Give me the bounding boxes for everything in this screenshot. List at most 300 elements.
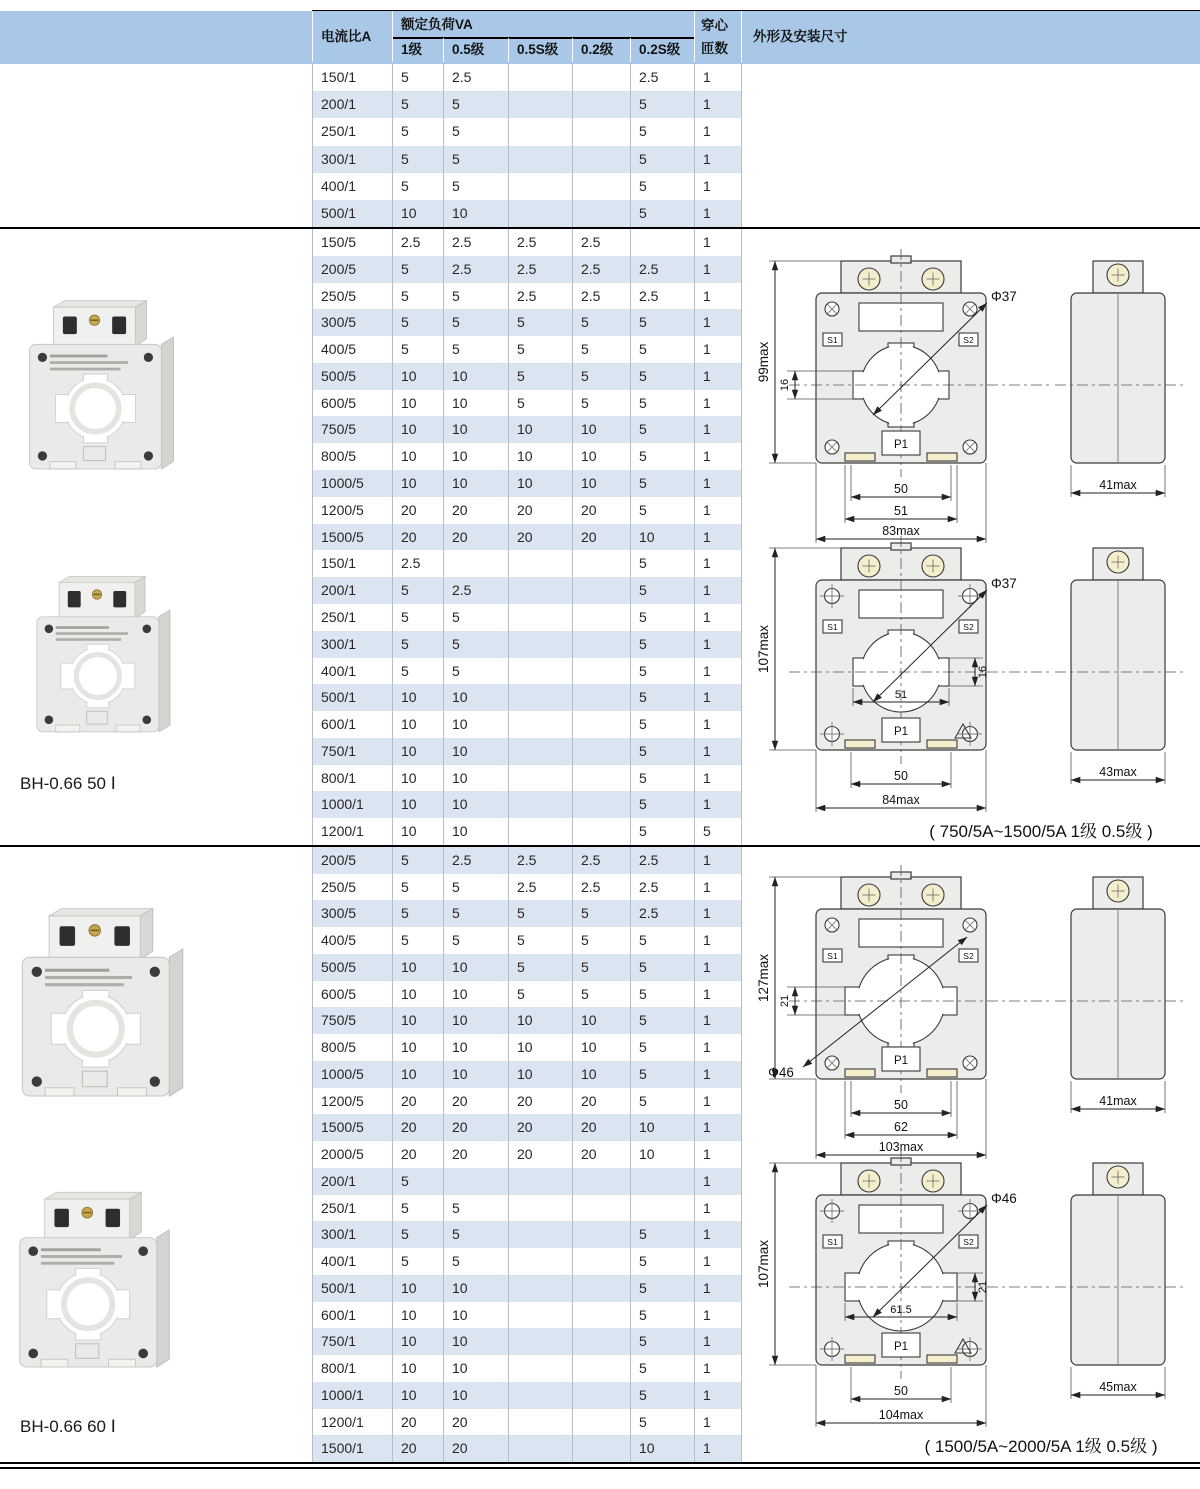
cell-ratio: 250/5 xyxy=(321,287,357,304)
cell-class05s: 2.5 xyxy=(517,234,537,250)
cell-class02 xyxy=(572,658,630,685)
dim-label: 51 xyxy=(894,504,908,518)
cell-class05s xyxy=(508,1275,572,1302)
cell-ratio: 500/1 xyxy=(321,1279,357,1296)
cell-turns: 1 xyxy=(703,635,711,652)
cell-turns: 1 xyxy=(703,1172,711,1189)
cell-class02 xyxy=(572,91,630,118)
cell-turns: 1 xyxy=(703,716,711,733)
cell-class02s: 5 xyxy=(639,1092,647,1109)
cell-class02s: 5 xyxy=(639,341,647,358)
table-gridline xyxy=(508,847,509,1462)
table-row xyxy=(312,847,741,874)
cell-class05: 20 xyxy=(452,1146,468,1163)
dimension-drawing xyxy=(741,861,1200,1161)
table-row xyxy=(312,711,741,738)
dim-label: S2 xyxy=(963,334,974,345)
cell-class05s xyxy=(508,1195,572,1222)
table-gridline xyxy=(572,847,573,1462)
cell-class1: 2.5 xyxy=(401,234,421,250)
cell-class02 xyxy=(572,173,630,200)
cell-class05: 20 xyxy=(452,528,468,545)
cell-class05: 5 xyxy=(452,905,460,922)
table-row xyxy=(312,1221,741,1248)
cell-class05s: 5 xyxy=(517,341,525,358)
cell-class02: 5 xyxy=(581,985,589,1002)
cell-ratio: 400/5 xyxy=(321,341,357,358)
table-row xyxy=(312,1302,741,1329)
cell-class02 xyxy=(572,64,630,91)
cell-class05s: 20 xyxy=(517,528,533,545)
cell-class02 xyxy=(572,577,630,604)
cell-class05: 20 xyxy=(452,1119,468,1136)
dim-label: 41max xyxy=(1099,1094,1137,1108)
cell-class05: 10 xyxy=(452,823,468,840)
dim-label: 62 xyxy=(894,1120,908,1134)
turns-line-2: 匝数 xyxy=(701,41,728,56)
table-row xyxy=(312,1141,741,1168)
column-header-current-ratio: 电流比A xyxy=(321,29,372,44)
cell-ratio: 750/1 xyxy=(321,742,357,759)
cell-turns: 1 xyxy=(703,985,711,1002)
table-row xyxy=(312,309,741,336)
cell-class02s: 10 xyxy=(639,1440,655,1457)
cell-class02: 20 xyxy=(581,1119,597,1136)
cell-class05s xyxy=(508,1435,572,1462)
table-row xyxy=(312,1007,741,1034)
cell-class02s: 10 xyxy=(639,1119,655,1136)
cell-class02 xyxy=(572,1248,630,1275)
cell-class1: 2.5 xyxy=(401,555,421,572)
cell-class05s: 5 xyxy=(517,985,525,1002)
table-gridline xyxy=(392,229,393,845)
cell-class02: 20 xyxy=(581,1092,597,1109)
table-row xyxy=(312,1195,741,1222)
table-row xyxy=(312,118,741,145)
cell-ratio: 1200/5 xyxy=(321,501,364,518)
dim-label: 99max xyxy=(756,341,771,383)
cell-ratio: 750/5 xyxy=(321,421,357,438)
cell-class02: 10 xyxy=(581,475,597,492)
cell-class1: 5 xyxy=(401,287,409,304)
cell-ratio: 1500/5 xyxy=(321,1119,364,1136)
table-gridline xyxy=(312,847,313,1462)
cell-class05s xyxy=(508,1355,572,1382)
cell-class05s xyxy=(508,1221,572,1248)
table-section-1 xyxy=(0,64,1200,227)
cell-class05: 10 xyxy=(452,1279,468,1296)
dim-label: Φ46 xyxy=(768,1065,794,1080)
cell-class1: 20 xyxy=(401,501,417,518)
dim-label: ( 750/5A~1500/5A 1级 0.5级 ) xyxy=(929,822,1153,841)
cell-class05s: 5 xyxy=(517,314,525,331)
cell-class05s xyxy=(508,765,572,792)
cell-class05s xyxy=(508,1302,572,1329)
table-bottom-border xyxy=(0,1462,1200,1469)
cell-class05s: 10 xyxy=(517,1065,533,1082)
dim-label: 41max xyxy=(1099,478,1137,492)
cell-class1: 5 xyxy=(401,1199,409,1216)
cell-class02s: 5 xyxy=(639,823,647,840)
cell-class02 xyxy=(572,1435,630,1462)
table-row xyxy=(312,1248,741,1275)
dim-label: 83max xyxy=(882,524,920,538)
cell-class1: 5 xyxy=(401,932,409,949)
cell-class1: 20 xyxy=(401,1413,417,1430)
cell-class02 xyxy=(572,1409,630,1436)
cell-class1: 5 xyxy=(401,635,409,652)
cell-class02s: 5 xyxy=(639,1065,647,1082)
dim-label: S2 xyxy=(963,950,974,961)
table-row xyxy=(312,363,741,390)
cell-class05s xyxy=(508,64,572,91)
table-row xyxy=(312,1114,741,1141)
cell-class05: 20 xyxy=(452,501,468,518)
table-row xyxy=(312,1275,741,1302)
cell-ratio: 300/5 xyxy=(321,314,357,331)
dim-label: 21 xyxy=(977,1280,989,1294)
cell-class1: 10 xyxy=(401,1039,417,1056)
cell-class02s: 2.5 xyxy=(639,69,659,85)
cell-class05: 20 xyxy=(452,1092,468,1109)
cell-class02 xyxy=(572,146,630,173)
product-photo xyxy=(22,295,180,483)
cell-class05s: 20 xyxy=(517,1146,533,1163)
cell-ratio: 2000/5 xyxy=(321,1146,364,1163)
side-view xyxy=(1055,1163,1187,1399)
cell-ratio: 400/1 xyxy=(321,662,357,679)
table-gridline xyxy=(572,64,573,227)
table-row xyxy=(312,443,741,470)
cell-class02s: 5 xyxy=(639,1279,647,1296)
cell-ratio: 200/5 xyxy=(321,852,357,868)
cell-class1: 20 xyxy=(401,528,417,545)
cell-class02: 10 xyxy=(581,1039,597,1056)
cell-class1: 10 xyxy=(401,394,417,411)
cell-class05: 5 xyxy=(452,662,460,679)
turns-line-1: 穿心 xyxy=(701,18,728,33)
dim-label: S1 xyxy=(827,621,838,632)
cell-class1: 20 xyxy=(401,1440,417,1457)
cell-class02: 5 xyxy=(581,932,589,949)
cell-class05 xyxy=(443,550,508,577)
cell-class1: 10 xyxy=(401,448,417,465)
cell-class02s: 5 xyxy=(639,501,647,518)
cell-turns: 1 xyxy=(703,582,711,599)
front-view xyxy=(789,865,1053,1093)
cell-turns: 1 xyxy=(703,448,711,465)
cell-class02s: 5 xyxy=(639,177,647,194)
cell-class02 xyxy=(572,791,630,818)
cell-class1: 10 xyxy=(401,689,417,706)
table-gridline xyxy=(572,229,573,845)
cell-class02: 10 xyxy=(581,421,597,438)
table-row xyxy=(312,200,741,227)
cell-class05: 20 xyxy=(452,1440,468,1457)
product-photo xyxy=(30,559,176,757)
side-view xyxy=(1055,261,1187,497)
cell-class02s: 5 xyxy=(639,958,647,975)
cell-class1: 10 xyxy=(401,367,417,384)
cell-class02s: 5 xyxy=(639,150,647,167)
cell-class02: 2.5 xyxy=(581,852,601,868)
cell-class1: 10 xyxy=(401,796,417,813)
table-gridline xyxy=(443,64,444,227)
cell-turns: 1 xyxy=(703,932,711,949)
cell-turns: 1 xyxy=(703,367,711,384)
cell-class1: 10 xyxy=(401,742,417,759)
cell-class02s: 5 xyxy=(639,1360,647,1377)
cell-class05: 10 xyxy=(452,769,468,786)
cell-class05: 10 xyxy=(452,1065,468,1082)
dimension-drawing xyxy=(741,1147,1200,1459)
table-row xyxy=(312,1355,741,1382)
cell-ratio: 500/5 xyxy=(321,958,357,975)
cell-class05: 5 xyxy=(452,1253,460,1270)
cell-class02s: 2.5 xyxy=(639,260,659,277)
table-gridline xyxy=(443,847,444,1462)
cell-class05: 10 xyxy=(452,1386,468,1403)
cell-ratio: 1000/1 xyxy=(321,1386,364,1403)
cell-class02s xyxy=(630,1168,694,1195)
cell-class02s: 5 xyxy=(639,1413,647,1430)
cell-class1: 10 xyxy=(401,421,417,438)
table-gridline xyxy=(741,64,742,227)
cell-class02s: 5 xyxy=(639,985,647,1002)
table-gridline xyxy=(508,229,509,845)
table-row xyxy=(312,256,741,283)
cell-class02s: 5 xyxy=(639,1306,647,1323)
cell-class05s xyxy=(508,1168,572,1195)
cell-class05s: 5 xyxy=(517,905,525,922)
cell-class05: 10 xyxy=(452,394,468,411)
cell-class1: 5 xyxy=(401,1172,409,1189)
cell-ratio: 150/1 xyxy=(321,69,357,85)
cell-class02s: 5 xyxy=(639,635,647,652)
table-section-3 xyxy=(0,847,1200,1462)
cell-class02s: 5 xyxy=(639,421,647,438)
cell-class05: 5 xyxy=(452,608,460,625)
dim-label: P1 xyxy=(893,439,909,451)
dim-label: P1 xyxy=(893,726,909,738)
table-gridline xyxy=(392,64,393,227)
cell-class05s xyxy=(508,118,572,145)
cell-ratio: 500/1 xyxy=(321,689,357,706)
cell-class1: 10 xyxy=(401,1386,417,1403)
table-row xyxy=(312,738,741,765)
dim-label: P1 xyxy=(893,1055,909,1067)
cell-class02: 10 xyxy=(581,1012,597,1029)
dim-label: 61.5 xyxy=(890,1304,912,1316)
dim-label: S1 xyxy=(827,334,838,345)
cell-ratio: 200/1 xyxy=(321,1172,357,1189)
cell-ratio: 300/5 xyxy=(321,905,357,922)
cell-class05: 5 xyxy=(452,314,460,331)
dim-label: 107max xyxy=(756,1239,771,1289)
cell-turns: 1 xyxy=(703,958,711,975)
cell-class02: 20 xyxy=(581,501,597,518)
cell-ratio: 600/5 xyxy=(321,394,357,411)
cell-class02: 20 xyxy=(581,1146,597,1163)
table-row xyxy=(312,900,741,927)
cell-class05s xyxy=(508,1248,572,1275)
table-row xyxy=(312,954,741,981)
cell-class1: 5 xyxy=(401,260,409,277)
product-photo xyxy=(12,1183,176,1385)
section-3-rows xyxy=(312,847,741,1462)
cell-class1: 10 xyxy=(401,204,417,221)
table-row xyxy=(312,64,741,91)
column-header-class-05: 0.5级 xyxy=(452,42,485,57)
cell-turns: 1 xyxy=(703,1386,711,1403)
cell-class05s xyxy=(508,146,572,173)
cell-class05s: 20 xyxy=(517,501,533,518)
cell-class02: 5 xyxy=(581,314,589,331)
side-view xyxy=(1055,548,1187,784)
cell-class05s xyxy=(508,631,572,658)
cell-class1: 5 xyxy=(401,1253,409,1270)
cell-class05s xyxy=(508,738,572,765)
table-row xyxy=(312,1328,741,1355)
cell-class05: 5 xyxy=(452,1226,460,1243)
dim-label: 50 xyxy=(894,1384,908,1398)
cell-class05: 10 xyxy=(452,742,468,759)
table-section-2 xyxy=(0,229,1200,845)
cell-turns: 1 xyxy=(703,394,711,411)
cell-class02s: 2.5 xyxy=(639,287,659,304)
cell-ratio: 400/1 xyxy=(321,177,357,194)
cell-class02s: 5 xyxy=(639,932,647,949)
dimension-drawing xyxy=(741,532,1200,844)
cell-class02: 5 xyxy=(581,367,589,384)
table-row xyxy=(312,550,741,577)
dim-label: Φ46 xyxy=(991,1191,1017,1206)
cell-class02: 2.5 xyxy=(581,287,601,304)
cell-turns: 1 xyxy=(703,1199,711,1216)
cell-class02 xyxy=(572,1221,630,1248)
cell-class05s xyxy=(508,200,572,227)
cell-class05s: 20 xyxy=(517,1119,533,1136)
cell-class02s: 5 xyxy=(639,662,647,679)
cell-class1: 5 xyxy=(401,852,409,868)
front-view xyxy=(789,1151,1053,1379)
table-row xyxy=(312,416,741,443)
cell-class05: 10 xyxy=(452,421,468,438)
cell-ratio: 150/5 xyxy=(321,234,357,250)
table-gridline xyxy=(694,847,695,1462)
cell-class05: 10 xyxy=(452,204,468,221)
dim-label: 50 xyxy=(894,1098,908,1112)
cell-class02: 5 xyxy=(581,958,589,975)
cell-class02: 2.5 xyxy=(581,878,601,895)
dim-label: 45max xyxy=(1099,1380,1137,1394)
cell-class05: 5 xyxy=(452,341,460,358)
cell-class02 xyxy=(572,200,630,227)
cell-class1: 10 xyxy=(401,823,417,840)
cell-class05s xyxy=(508,1409,572,1436)
cell-ratio: 1000/5 xyxy=(321,475,364,492)
table-gridline xyxy=(443,229,444,845)
table-row xyxy=(312,336,741,363)
cell-class1: 5 xyxy=(401,341,409,358)
cell-class02s: 5 xyxy=(639,555,647,572)
column-header-class-02s: 0.2S级 xyxy=(639,42,681,57)
dim-label: 43max xyxy=(1099,765,1137,779)
cell-turns: 1 xyxy=(703,528,711,545)
cell-turns: 1 xyxy=(703,150,711,167)
cell-class02s: 10 xyxy=(639,1146,655,1163)
cell-class02s: 5 xyxy=(639,1253,647,1270)
cell-turns: 1 xyxy=(703,1440,711,1457)
table-gridline xyxy=(630,229,631,845)
cell-ratio: 600/1 xyxy=(321,716,357,733)
product-label: BH-0.66 60 Ⅰ xyxy=(20,1417,116,1436)
cell-turns: 1 xyxy=(703,1253,711,1270)
cell-class05s: 10 xyxy=(517,421,533,438)
cell-class02 xyxy=(572,1302,630,1329)
table-row xyxy=(312,146,741,173)
cell-turns: 1 xyxy=(703,1306,711,1323)
cell-turns: 1 xyxy=(703,234,711,250)
cell-class05: 5 xyxy=(452,150,460,167)
cell-turns: 1 xyxy=(703,123,711,140)
section-2-rows xyxy=(312,229,741,845)
dim-label: S1 xyxy=(827,1236,838,1247)
drawing-slot-4 xyxy=(741,1147,1200,1459)
column-header-dimensions: 外形及安装尺寸 xyxy=(753,29,848,44)
cell-ratio: 400/1 xyxy=(321,1253,357,1270)
cell-class02 xyxy=(572,118,630,145)
cell-class02s: 10 xyxy=(639,528,655,545)
cell-ratio: 800/5 xyxy=(321,1039,357,1056)
cell-class02 xyxy=(572,684,630,711)
cell-turns: 1 xyxy=(703,769,711,786)
dim-label: Φ37 xyxy=(991,576,1017,591)
cell-class02s: 5 xyxy=(639,1226,647,1243)
cell-ratio: 800/1 xyxy=(321,769,357,786)
column-header-class-05s: 0.5S级 xyxy=(517,42,559,57)
cell-class05s xyxy=(508,91,572,118)
cell-class05s: 10 xyxy=(517,448,533,465)
cell-turns: 1 xyxy=(703,96,711,113)
cell-class02s: 5 xyxy=(639,1039,647,1056)
cell-class02 xyxy=(572,604,630,631)
cell-class02 xyxy=(572,550,630,577)
cell-class02s: 5 xyxy=(639,1333,647,1350)
cell-class1: 5 xyxy=(401,69,409,85)
cell-ratio: 1200/5 xyxy=(321,1092,364,1109)
cell-class05: 10 xyxy=(452,475,468,492)
cell-class05s: 20 xyxy=(517,1092,533,1109)
cell-class02: 5 xyxy=(581,905,589,922)
cell-class05s: 10 xyxy=(517,1039,533,1056)
cell-class05: 5 xyxy=(452,96,460,113)
table-gridline xyxy=(694,64,695,227)
table-row xyxy=(312,497,741,524)
drawing-slot-3 xyxy=(741,861,1200,1161)
cell-turns: 1 xyxy=(703,341,711,358)
cell-class02: 5 xyxy=(581,341,589,358)
cell-class05: 20 xyxy=(452,1413,468,1430)
cell-class02: 10 xyxy=(581,1065,597,1082)
table-row xyxy=(312,604,741,631)
drawing-slot-2 xyxy=(741,532,1200,844)
cell-ratio: 300/1 xyxy=(321,150,357,167)
cell-turns: 1 xyxy=(703,501,711,518)
cell-class02s: 5 xyxy=(639,1386,647,1403)
cell-ratio: 200/5 xyxy=(321,260,357,277)
table-gridline xyxy=(312,229,313,845)
